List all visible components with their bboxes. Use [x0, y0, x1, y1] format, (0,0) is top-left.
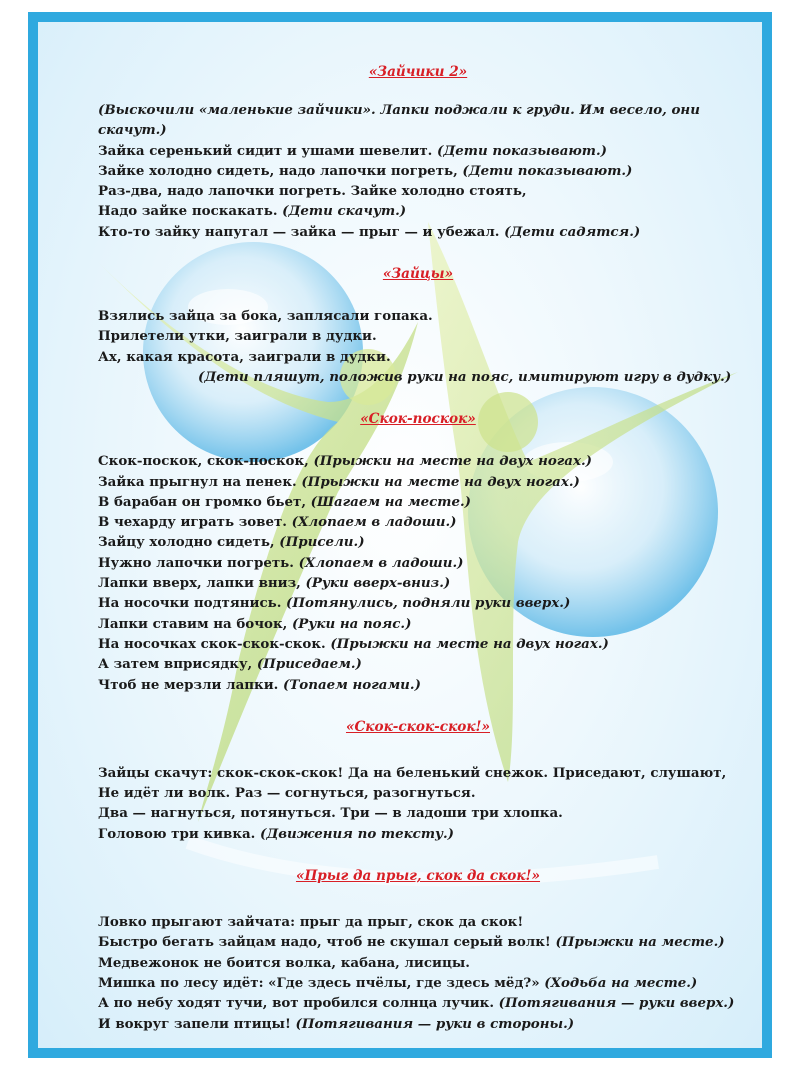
verse-text: Мишка по лесу идёт: «Где здесь пчёлы, где здесь мёд?» — [98, 974, 545, 991]
verse-text: Не идёт ли волк. Раз — согнуться, разогнуться. — [98, 785, 476, 802]
text-line — [98, 512, 738, 532]
text-line — [98, 367, 738, 387]
section-title: «Зайцы» — [382, 266, 454, 283]
section-title: «Скок-поскок» — [360, 411, 476, 428]
text-line — [98, 161, 738, 181]
verse-text: Зайцу холодно сидеть, — [98, 534, 280, 551]
verse-text: Надо зайке поскакать. — [98, 203, 283, 220]
text-line — [98, 912, 738, 932]
verse-text: Чтоб не мерзли лапки. — [98, 676, 283, 693]
verse-text: На носочки подтянись. — [98, 595, 287, 612]
section-title: «Прыг да прыг, скок да скок!» — [295, 868, 541, 885]
verse-text: В барабан он громко бьет, — [98, 493, 311, 510]
stage-direction: (Дети показывают.) — [462, 162, 633, 179]
verse-text: И вокруг запели птицы! — [98, 1015, 296, 1032]
text-line — [98, 573, 738, 593]
text-line — [98, 120, 738, 140]
stage-direction: (Присели.) — [279, 534, 365, 551]
verse-text: В чехарду играть зовет. — [98, 514, 292, 531]
text-line — [98, 222, 738, 242]
text-line — [98, 803, 738, 823]
text-line — [98, 675, 738, 695]
document-body — [98, 62, 738, 1034]
verse-text: Раз-два, надо лапочки погреть. Зайке холодно стоять, — [98, 183, 527, 200]
stage-direction: (Прыжки на месте на двух ногах.) — [313, 453, 592, 470]
verse-text: Лапки ставим на бочок, — [98, 615, 292, 632]
stage-direction: (Шагаем на месте.) — [310, 493, 471, 510]
stage-direction: (Потягивания — руки в стороны.) — [295, 1015, 575, 1032]
text-line — [98, 492, 738, 512]
text-line — [98, 306, 738, 326]
stage-direction: (Руки вверх-вниз.) — [305, 575, 451, 592]
text-line — [98, 472, 738, 492]
stage-direction: (Движения по тексту.) — [260, 825, 455, 842]
text-line — [98, 451, 738, 471]
section-title: «Скок-скок-скок!» — [345, 718, 490, 735]
stage-direction: (Руки на пояс.) — [291, 615, 412, 632]
stage-direction: скачут.) — [98, 122, 167, 139]
text-line — [98, 100, 738, 120]
stage-direction: (Выскочили «маленькие зайчики». Лапки поджали к груди. Им весело, они — [98, 102, 700, 118]
verse-text: Скок-поскок, скок-поскок, — [98, 453, 314, 470]
stage-direction: (Дети скачут.) — [282, 203, 407, 220]
text-line — [98, 181, 738, 201]
page-sheet — [38, 22, 762, 1048]
verse-text: Ловко прыгают зайчата: прыг да прыг, скок да скок! — [98, 914, 524, 931]
text-line — [98, 201, 738, 221]
text-line — [98, 953, 738, 973]
verse-text: Зайке холодно сидеть, надо лапочки погреть, — [98, 162, 463, 179]
text-line — [98, 614, 738, 634]
section-title: «Зайчики 2» — [368, 64, 468, 80]
stage-direction: (Ходьба на месте.) — [544, 974, 698, 991]
verse-text: Лапки вверх, лапки вниз, — [98, 575, 306, 592]
stage-direction: (Прыжки на месте.) — [555, 934, 725, 951]
stage-direction: (Потягивания — руки вверх.) — [498, 995, 735, 1012]
verse-text: Головою три кивка. — [98, 825, 261, 842]
verse-text: Прилетели утки, заиграли в дудки. — [98, 328, 377, 345]
verse-text: Кто-то зайку напугал — зайка — прыг — и убежал. — [98, 223, 505, 240]
verse-text: На носочках скок-скок-скок. — [98, 635, 331, 652]
verse-text: Зайка серенький сидит и ушами шевелит. — [98, 142, 438, 159]
verse-text: А по небу ходят тучи, вот пробился солнца лучик. — [98, 995, 499, 1012]
page-frame — [28, 12, 772, 1058]
text-line — [98, 593, 738, 613]
text-line — [98, 993, 738, 1013]
text-line — [98, 326, 738, 346]
stage-direction: (Дети садятся.) — [504, 223, 641, 240]
text-line — [98, 763, 738, 783]
stage-direction: (Приседаем.) — [256, 656, 362, 673]
verse-text: Ах, какая красота, заиграли в дудки. — [98, 348, 391, 365]
verse-text: Два — нагнуться, потянуться. Три — в ладоши три хлопка. — [98, 805, 563, 822]
stage-direction: (Топаем ногами.) — [282, 676, 421, 693]
text-line — [98, 634, 738, 654]
verse-text: Быстро бегать зайцам надо, чтоб не скушал серый волк! — [98, 934, 556, 951]
verse-text: Зайка прыгнул на пенек. — [98, 473, 302, 490]
verse-text: А затем вприсядку, — [98, 656, 257, 673]
text-line — [98, 141, 738, 161]
stage-direction: (Хлопаем в ладоши.) — [291, 514, 457, 531]
text-line — [98, 654, 738, 674]
text-line — [98, 553, 738, 573]
stage-direction: (Дети пляшут, положив руки на пояс, имитируют игру в дудку.) — [198, 368, 732, 385]
text-line — [98, 783, 738, 803]
stage-direction: (Прыжки на месте на двух ногах.) — [301, 473, 580, 490]
text-line — [98, 347, 738, 367]
verse-text: Взялись зайца за бока, заплясали гопака. — [98, 308, 433, 325]
verse-text: Зайцы скачут: скок-скок-скок! Да на беленький снежок. Приседают, слушают, — [98, 764, 727, 781]
stage-direction: (Потянулись, подняли руки вверх.) — [286, 595, 571, 612]
text-line — [98, 932, 738, 952]
stage-direction: (Прыжки на месте на двух ногах.) — [330, 635, 609, 652]
text-line — [98, 824, 738, 844]
text-line — [98, 1014, 738, 1034]
verse-text: Нужно лапочки погреть. — [98, 554, 299, 571]
text-line — [98, 532, 738, 552]
stage-direction: (Хлопаем в ладоши.) — [298, 554, 464, 571]
verse-text: Медвежонок не боится волка, кабана, лисицы. — [98, 954, 470, 971]
text-line — [98, 973, 738, 993]
stage-direction: (Дети показывают.) — [437, 142, 607, 159]
